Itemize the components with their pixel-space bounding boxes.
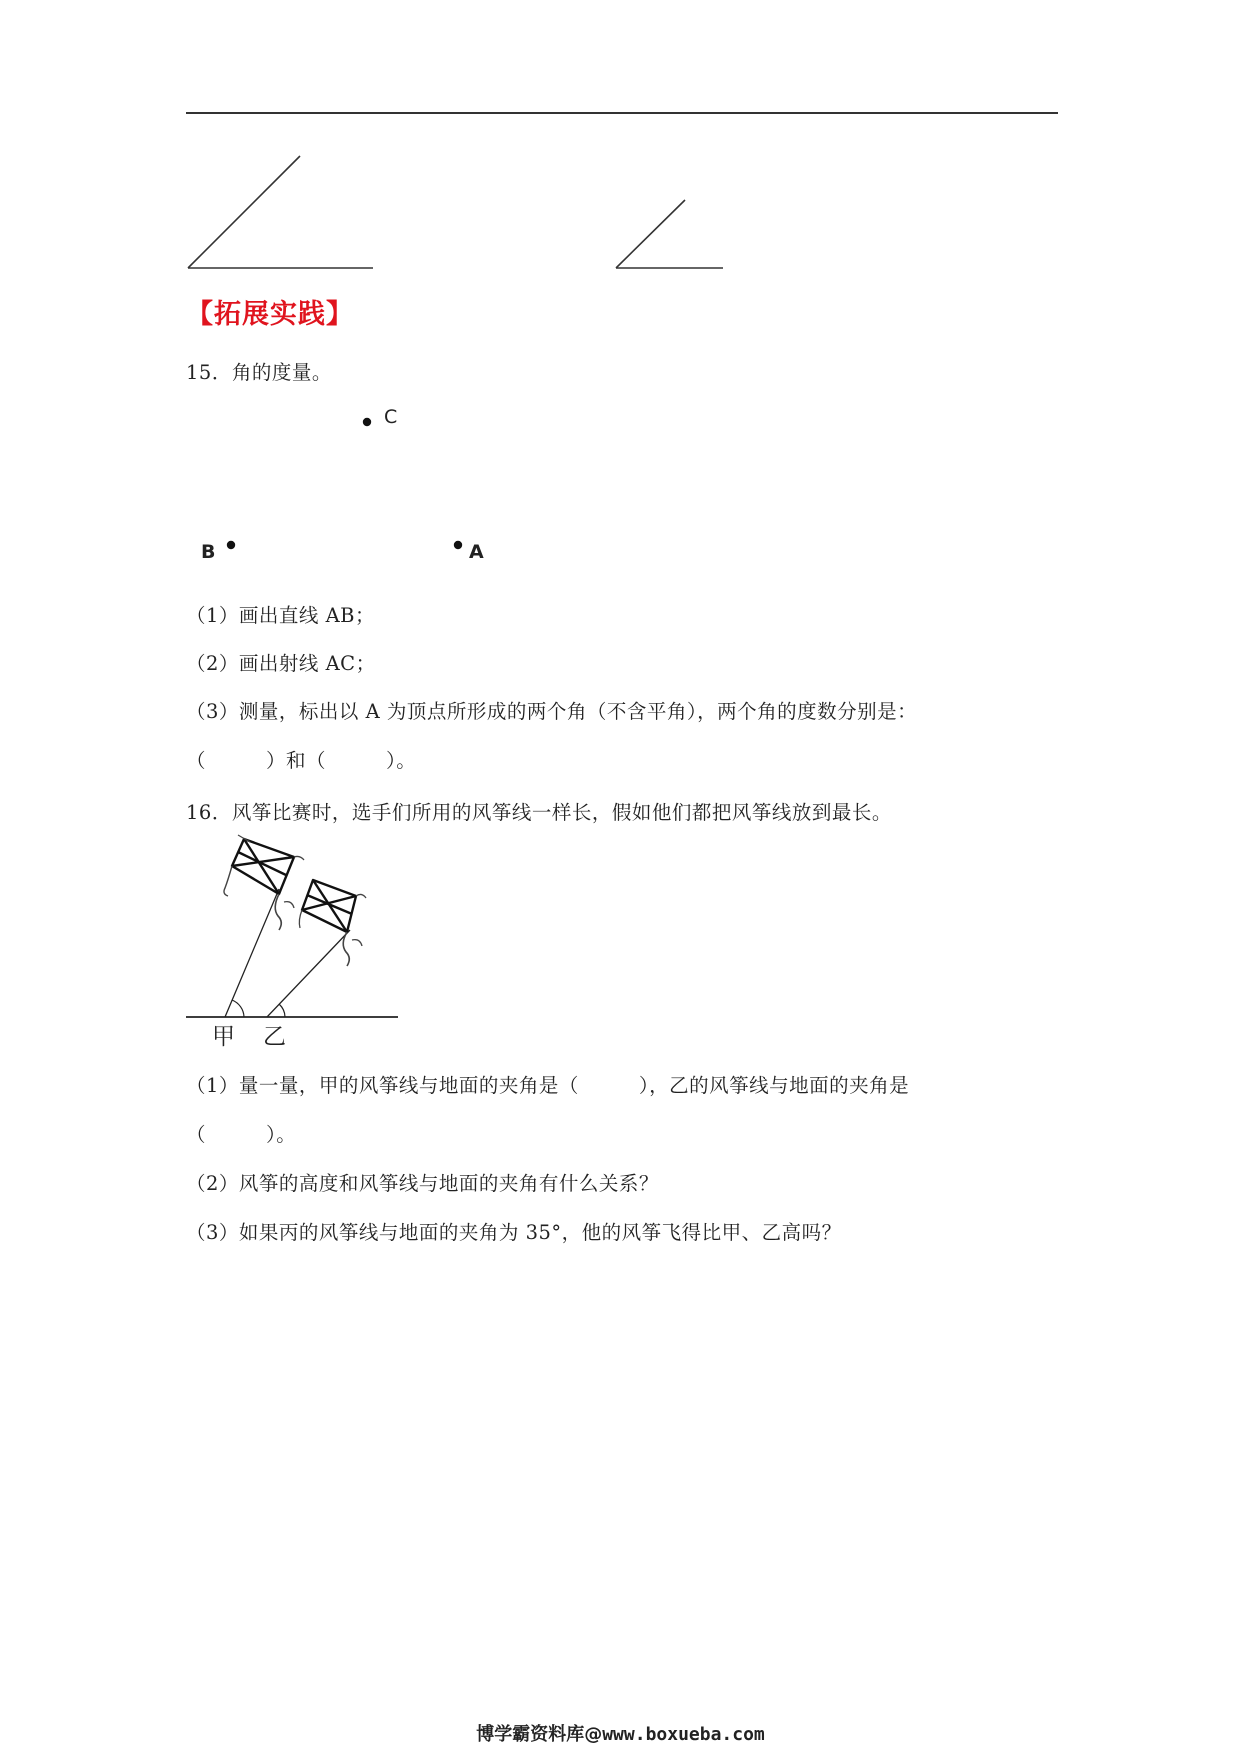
q15-item-3-continued: （ ）和（ ）。 <box>186 749 417 772</box>
q16-title: 16．风筝比赛时，选手们所用的风筝线一样长，假如他们都把风筝线放到最长。 <box>186 801 892 824</box>
footer <box>0 1720 1241 1746</box>
section-title: 【拓展实践】 <box>186 299 354 330</box>
kite-label-jia: 甲 <box>212 1024 235 1050</box>
q15-item-1: （1）画出直线 AB； <box>186 604 376 627</box>
footer-url[interactable]: www.boxueba.com <box>602 1724 765 1745</box>
point-b-label: B <box>201 541 216 563</box>
q16-item-1: （1）量一量，甲的风筝线与地面的夹角是（ ），乙的风筝线与地面的夹角是 <box>186 1074 910 1097</box>
point-b-dot <box>224 538 238 552</box>
point-c-label: C <box>384 406 398 428</box>
point-a-label: A <box>469 541 484 563</box>
header-rule <box>186 112 1058 114</box>
point-a-dot <box>451 538 465 552</box>
q16-item-2: （2）风筝的高度和风筝线与地面的夹角有什么关系？ <box>186 1172 659 1195</box>
footer-brand: 博学霸资料库@ <box>476 1724 603 1745</box>
angle-figure-small <box>610 195 730 275</box>
point-c-dot <box>360 415 374 429</box>
q15-title: 15．角的度量。 <box>186 361 332 384</box>
kite-label-yi: 乙 <box>263 1024 286 1050</box>
q16-item-3: （3）如果丙的风筝线与地面的夹角为 35°，他的风筝飞得比甲、乙高吗？ <box>186 1221 842 1244</box>
q16-item-1-continued: （ ）。 <box>186 1123 297 1146</box>
angle-figure-large <box>180 150 380 275</box>
q15-item-2: （2）画出射线 AC； <box>186 652 376 675</box>
kite-figure <box>180 830 420 1030</box>
q15-item-3: （3）测量，标出以 A 为顶点所形成的两个角（不含平角），两个角的度数分别是： <box>186 700 918 723</box>
